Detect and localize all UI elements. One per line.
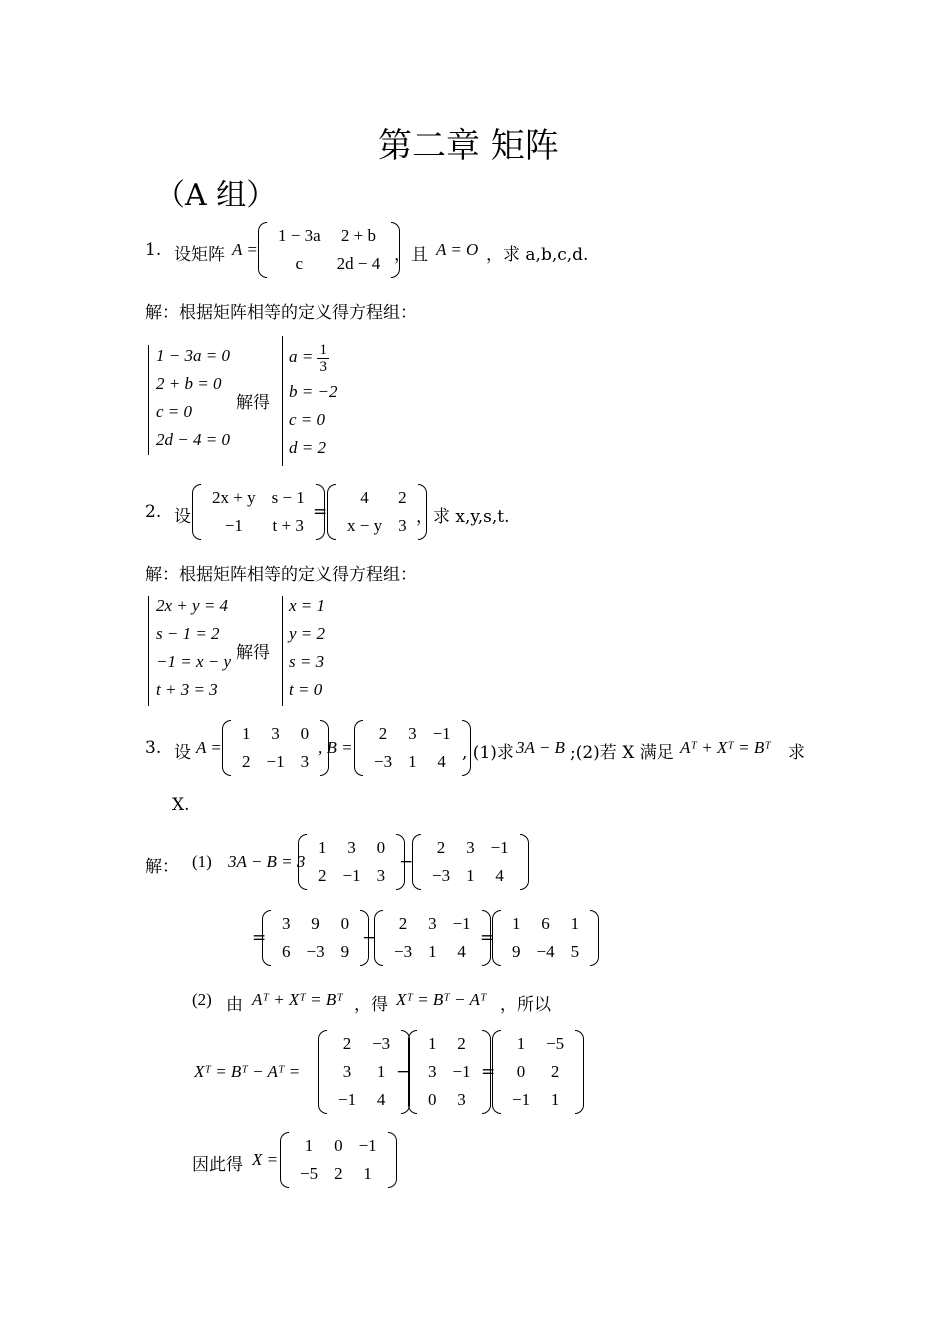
problem-1-cond: ，且 xyxy=(394,245,428,265)
matrix-row xyxy=(339,512,415,540)
matrix-row xyxy=(234,748,317,776)
step2-matrix-2 xyxy=(374,910,491,966)
problem-1-solution-label: 解：根据矩阵相等的定义得方程组： xyxy=(145,303,417,323)
matrix-cell: 5 xyxy=(570,942,580,961)
matrix-row xyxy=(504,938,587,966)
equation-line: d = 2 xyxy=(289,438,326,457)
matrix-cell: 2 xyxy=(242,752,251,771)
problem-2-ask: ，求 x,y,s,t. xyxy=(416,507,510,527)
problem-2-eq: = xyxy=(313,502,328,522)
equation-line: 2 + b = 0 xyxy=(156,374,222,393)
step2-eq2: = xyxy=(480,928,495,948)
matrix-row xyxy=(204,512,313,540)
problem-1-cond-eq: A = O xyxy=(436,240,479,259)
matrix-cell: 4 xyxy=(457,942,466,961)
xt-minus: − xyxy=(396,1062,411,1082)
matrix-row xyxy=(330,1030,398,1058)
part2-expr1: Aᵀ + Xᵀ = Bᵀ xyxy=(252,990,343,1009)
solve-word-p2: 解得 xyxy=(236,643,270,663)
matrix-X-final xyxy=(280,1132,397,1188)
system-p2-right xyxy=(289,592,325,704)
chapter-title: 第二章 矩阵 xyxy=(378,126,559,166)
matrix-cell: 2 xyxy=(550,1062,560,1081)
matrix-row xyxy=(504,1058,572,1086)
matrix-row xyxy=(270,222,388,250)
a-prefix: a = xyxy=(289,347,314,366)
matrix-cell: 4 xyxy=(360,488,369,507)
matrix-cell: 0 xyxy=(334,1136,343,1155)
matrix-cell: x − y xyxy=(347,516,383,535)
matrix-cell: 2 xyxy=(318,866,327,885)
part1-matrix-A xyxy=(298,834,405,890)
problem-3-A-lhs: A = xyxy=(196,738,222,757)
matrix-row xyxy=(292,1160,385,1188)
matrix-cell: −1 xyxy=(490,838,509,857)
matrix-row xyxy=(504,1086,572,1114)
matrix-XT xyxy=(492,1030,584,1114)
brace-p1-right xyxy=(282,336,289,466)
step2-matrix-3 xyxy=(492,910,599,966)
matrix-cell: 1 xyxy=(512,914,521,933)
problem-3-number: 3. xyxy=(145,738,162,758)
matrix-cell: 2 xyxy=(378,724,388,743)
step2-minus: − xyxy=(362,928,377,948)
problem-1-intro: 设矩阵 xyxy=(174,245,225,265)
problem-1-number: 1. xyxy=(145,240,162,260)
matrix-cell: 4 xyxy=(437,752,446,771)
matrix-cell: −3 xyxy=(374,752,393,771)
matrix-cell: 9 xyxy=(512,942,521,961)
matrix-A-p3 xyxy=(222,720,329,776)
matrix-cell: 3 xyxy=(282,914,291,933)
matrix-A-p1 xyxy=(258,222,400,278)
matrix-cell: −1 xyxy=(342,866,361,885)
matrix-row xyxy=(386,910,479,938)
matrix-row xyxy=(310,862,393,890)
problem-2-intro: 设 xyxy=(174,507,191,527)
matrix-cell: −1 xyxy=(358,1136,377,1155)
matrix-row xyxy=(386,938,479,966)
equation-line: −1 = x − y xyxy=(156,652,232,671)
matrix-cell: 3 xyxy=(428,914,437,933)
equation-line: b = −2 xyxy=(289,382,338,401)
equation-line: x = 1 xyxy=(289,596,326,615)
xt-lhs: Xᵀ = Bᵀ − Aᵀ = xyxy=(194,1062,301,1081)
matrix-cell: 0 xyxy=(516,1062,526,1081)
equation-line: s = 3 xyxy=(289,652,325,671)
problem-3-ask1: , (1)求 xyxy=(462,743,514,763)
matrix-cell: 6 xyxy=(541,914,550,933)
matrix-row xyxy=(420,1058,479,1086)
matrix-cell: 2d − 4 xyxy=(336,254,381,273)
matrix-cell: 2 + b xyxy=(340,226,376,245)
matrix-cell: 2 xyxy=(334,1164,343,1183)
equation-line: c = 0 xyxy=(289,410,326,429)
matrix-cell: 3 xyxy=(466,838,475,857)
problem-2-solution-label: 解：根据矩阵相等的定义得方程组： xyxy=(145,565,417,585)
matrix-cell: 1 xyxy=(304,1136,314,1155)
matrix-cell: 1 xyxy=(408,752,417,771)
matrix-row xyxy=(504,1030,572,1058)
system-p1-right xyxy=(289,336,338,457)
matrix-cell: 3 xyxy=(347,838,356,857)
matrix-cell: 2 xyxy=(457,1034,466,1053)
matrix-cell: 3 xyxy=(398,516,407,535)
matrix-cell: 2 xyxy=(436,838,446,857)
part2-text-c: ，所以 xyxy=(500,995,551,1015)
matrix-cell: −1 xyxy=(512,1090,531,1109)
matrix-cell: −3 xyxy=(394,942,413,961)
matrix-cell: 1 xyxy=(516,1034,526,1053)
matrix-cell: −1 xyxy=(338,1090,357,1109)
matrix-cell: −5 xyxy=(546,1034,565,1053)
matrix-cell: 1 xyxy=(466,866,475,885)
step2-matrix-1 xyxy=(262,910,369,966)
matrix-cell: 9 xyxy=(311,914,320,933)
matrix-cell: −4 xyxy=(536,942,555,961)
matrix-row xyxy=(424,862,517,890)
matrix-cell: −3 xyxy=(432,866,451,885)
matrix-cell: 0 xyxy=(300,724,310,743)
matrix-cell: −5 xyxy=(300,1164,319,1183)
problem-1-A-lhs: A = xyxy=(232,240,258,259)
part2-text-b: ，得 xyxy=(354,995,388,1015)
equation-line: t + 3 = 3 xyxy=(156,680,218,699)
matrix-cell: 1 xyxy=(428,942,437,961)
problem-3-ask2: ;(2)若 X 满足 xyxy=(570,743,674,763)
matrix-B-p3 xyxy=(354,720,471,776)
equation-line: c = 0 xyxy=(156,402,193,421)
part2-label: (2) xyxy=(192,990,212,1009)
matrix-cell: 3 xyxy=(271,724,280,743)
matrix-cell: 6 xyxy=(282,942,291,961)
section-heading: （A 组） xyxy=(155,178,277,213)
matrix-p2-right xyxy=(327,484,427,540)
matrix-cell: 0 xyxy=(428,1090,437,1109)
equation-line: 2x + y = 4 xyxy=(156,596,229,615)
matrix-row xyxy=(366,748,459,776)
problem-3-B-lhs: , B = xyxy=(318,738,353,757)
matrix-cell: −1 xyxy=(452,1062,471,1081)
matrix-row xyxy=(504,910,587,938)
matrix-cell: 2x + y xyxy=(212,488,256,507)
matrix-cell: 1 xyxy=(376,1062,386,1081)
matrix-row xyxy=(270,250,388,278)
matrix-cell: −3 xyxy=(306,942,325,961)
matrix-cell: 1 xyxy=(318,838,327,857)
matrix-cell: 1 xyxy=(570,914,580,933)
brace-p2-right xyxy=(282,596,289,706)
matrix-row xyxy=(330,1058,398,1086)
part1-lhs: 3A − B = 3 xyxy=(228,852,306,871)
matrix-cell: −1 xyxy=(452,914,471,933)
problem-3-ask1-expr: 3A − B xyxy=(516,738,565,757)
xt-eq: = xyxy=(481,1062,496,1082)
matrix-row xyxy=(310,834,393,862)
matrix-row xyxy=(274,938,357,966)
matrix-row xyxy=(366,720,459,748)
matrix-row xyxy=(330,1086,398,1114)
step2-eq1: = xyxy=(252,928,267,948)
matrix-p2-left xyxy=(192,484,328,540)
brace-p2-left xyxy=(148,596,155,706)
a-fraction xyxy=(317,342,329,375)
matrix-cell: 1 xyxy=(242,724,251,743)
problem-3-intro: 设 xyxy=(174,743,191,763)
part2-expr2: Xᵀ = Bᵀ − Aᵀ xyxy=(396,990,487,1009)
part1-label: (1) xyxy=(192,852,212,871)
matrix-cell: 4 xyxy=(495,866,504,885)
matrix-cell: −1 xyxy=(224,516,243,535)
matrix-cell: −3 xyxy=(372,1034,391,1053)
final-lhs: X = xyxy=(252,1150,279,1169)
problem-3-ask2-expr: Aᵀ + Xᵀ = Bᵀ xyxy=(680,738,771,757)
matrix-cell: 1 xyxy=(550,1090,560,1109)
matrix-cell: 3 xyxy=(376,866,386,885)
equation-line: s − 1 = 2 xyxy=(156,624,220,643)
problem-3-ask2-end: 求 xyxy=(788,743,805,763)
matrix-cell: 2 xyxy=(398,914,408,933)
matrix-cell: 1 xyxy=(428,1034,437,1053)
matrix-row xyxy=(339,484,415,512)
a-numerator: 1 xyxy=(319,341,327,358)
matrix-cell: 3 xyxy=(428,1062,437,1081)
problem-3-ask-cont: X. xyxy=(172,795,190,815)
a-denominator: 3 xyxy=(319,358,327,375)
matrix-cell: 1 xyxy=(363,1164,372,1183)
problem-3-solution-label: 解： xyxy=(145,857,179,877)
matrix-cell: 3 xyxy=(300,752,310,771)
matrix-cell: t + 3 xyxy=(272,516,304,535)
matrix-row xyxy=(292,1132,385,1160)
system-p2-left xyxy=(156,592,231,704)
matrix-cell: c xyxy=(295,254,304,273)
matrix-cell: 2 xyxy=(398,488,407,507)
matrix-cell: −1 xyxy=(432,724,451,743)
matrix-row xyxy=(424,834,517,862)
equation-line: t = 0 xyxy=(289,680,323,699)
matrix-row xyxy=(204,484,313,512)
matrix-cell: 2 xyxy=(342,1034,352,1053)
solve-word-p1: 解得 xyxy=(236,393,270,413)
part1-minus: − xyxy=(399,852,414,872)
matrix-cell: 3 xyxy=(342,1062,352,1081)
matrix-cell: −1 xyxy=(266,752,285,771)
equation-line: 1 − 3a = 0 xyxy=(156,346,230,365)
brace-p1-left xyxy=(148,345,155,455)
matrix-cell: 3 xyxy=(408,724,417,743)
matrix-row xyxy=(420,1030,479,1058)
equation-line: y = 2 xyxy=(289,624,326,643)
final-text: 因此得 xyxy=(192,1155,243,1175)
matrix-row xyxy=(420,1086,479,1114)
matrix-cell: 3 xyxy=(457,1090,466,1109)
part2-text-a: 由 xyxy=(226,995,243,1015)
part1-matrix-B xyxy=(412,834,529,890)
problem-2-number: 2. xyxy=(145,502,162,522)
system-p1-left xyxy=(156,342,230,454)
matrix-row xyxy=(234,720,317,748)
matrix-cell: 4 xyxy=(376,1090,386,1109)
matrix-AT xyxy=(408,1030,491,1114)
matrix-row xyxy=(274,910,357,938)
equation-line: 2d − 4 = 0 xyxy=(156,430,230,449)
matrix-cell: 9 xyxy=(340,942,350,961)
matrix-cell: 1 − 3a xyxy=(278,226,321,245)
matrix-cell: s − 1 xyxy=(271,488,305,507)
problem-1-ask: ，求 a,b,c,d. xyxy=(486,245,589,265)
matrix-cell: 0 xyxy=(340,914,350,933)
matrix-cell: 0 xyxy=(376,838,386,857)
